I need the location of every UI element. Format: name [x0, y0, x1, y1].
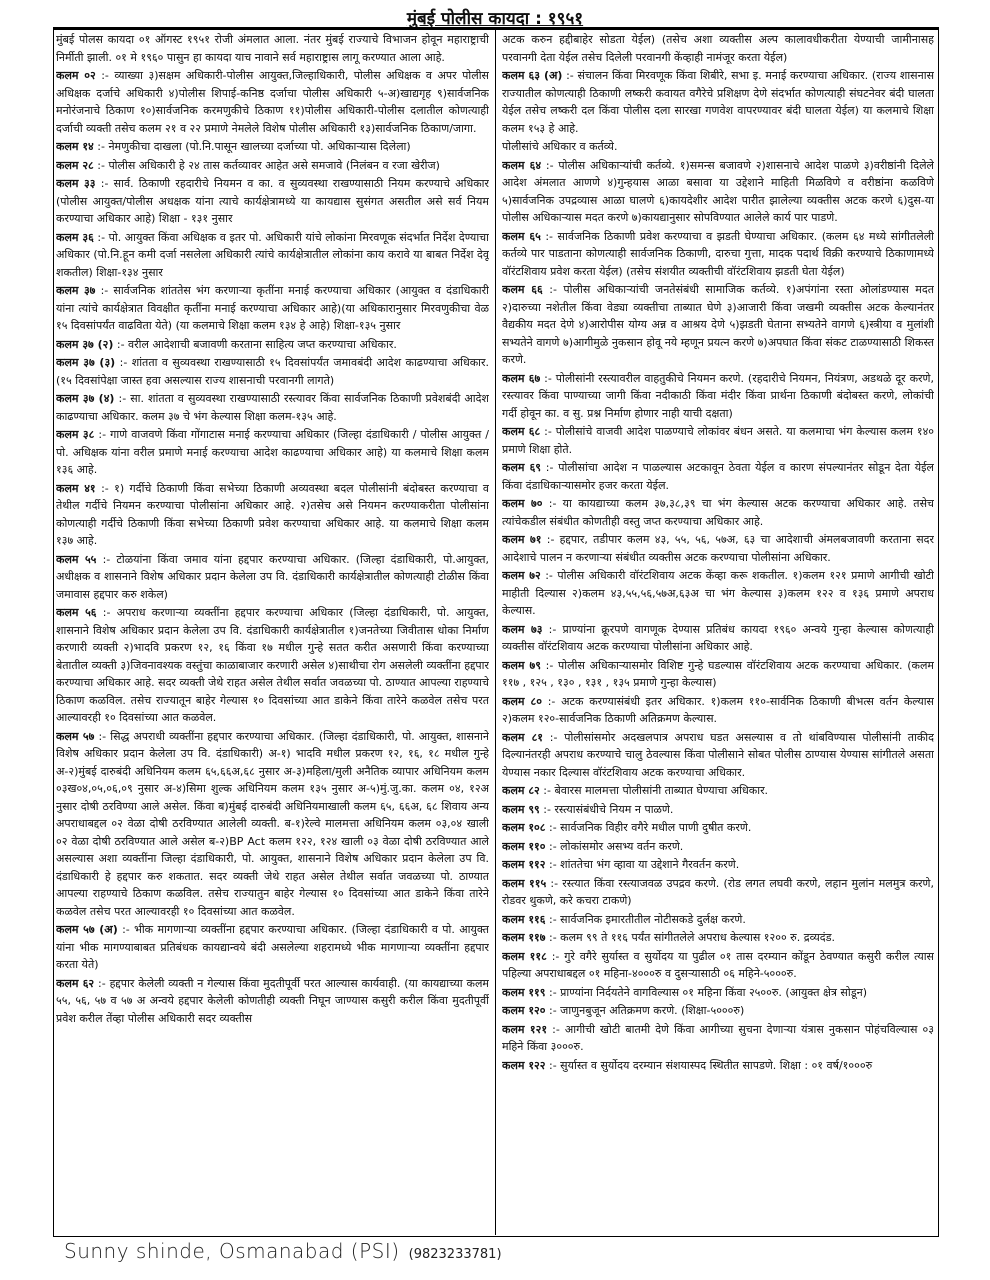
- section-entry: [56, 426, 489, 479]
- section-text: :- पो. आयुक्त किंवा अधिक्षक व इतर पो. अधिकारी यांचे लोकांना मिरवणूक संदर्भात निर्देश देण्याचा अधिकार (पो.नि.हून कमी दर्जा नसलेला अधिकारी त्यांचे कार्यक्षेत्रातील लोकांना काय करावे या बाबत निर्देश देवू शकतील) शिक्षा-१३४ नुसार: [56, 230, 489, 279]
- section-number: कलम ३७: [56, 284, 96, 297]
- page-title: [0, 6, 990, 29]
- section-text: :- पोलीस अधिकाऱ्यासमोर विशिष्ट गुन्हे घडल्यास वॉरंटशिवाय अटक करण्याचा अधिकार. (कलम ११७ , १२५ , १३० , १३१ , १३५ प्रमाणे गुन्हा केल्यास): [502, 658, 934, 689]
- section-number: कलम ८०: [502, 694, 542, 708]
- section-entry: [502, 856, 934, 874]
- section-entry: [502, 157, 934, 227]
- section-entry: [502, 1002, 934, 1020]
- section-number: कलम ६७: [502, 371, 541, 385]
- section-text: :- गाणे वाजवणे किंवा गोंगाटास मनाई करण्याचा अधिकार (जिल्हा दंडाधिकारी / पोलीस आयुक्त / पो. अधिक्षक यांना वरील प्रमाणे मनाई करण्याचा आदेश काढण्याचा अधिकार आहे) या कलमाचे शिक्षा कलम १३६ आहे.: [56, 428, 489, 476]
- section-entry: [502, 495, 934, 530]
- section-number: कलम ३८: [56, 428, 95, 441]
- section-text: :- गुरे वगैरे सुर्यास्त व सुर्योदय या पुढील ०१ तास दरम्यान कोंडून ठेवण्यात कसुरी करील त्यास पहिल्या अपराधाबद्दल ०१ महिना-४०००रु व दुसऱ्यासाठी ०६ महिने-५०००रु.: [502, 949, 934, 980]
- section-number: कलम ९९: [502, 802, 540, 816]
- section-text: :- हद्दपार केलेली व्यक्ती न गेल्यास किंवा मुदतीपूर्वी परत आल्यास कार्यवाही. (या कायद्याच्या कलम ५५, ५६, ५७ व ५७ अ अन्वये हद्दपार केलेली कोणतीही व्यक्ती निघून जाण्यास कसुरी करील किंवा मुदतीपूर्वी प्रवेश करील तेंव्हा पोलीस अधिकारी सदर व्यक्तीस: [56, 976, 489, 1025]
- section-text: :- पोलीस अधिकारी वॉरंटशिवाय अटक केंव्हा करू शकतील. १)कलम १२१ प्रमाणे आगीची खोटी माहीती दिल्यास २)कलम ४३,५५,५६,५७अ,६३अ चा भंग केल्यास ३)कलम १२२ व १३६ प्रमाणे अपराध केल्यास.: [502, 569, 934, 617]
- section-number: कलम ७३: [502, 622, 543, 636]
- section-number: कलम ५७ (अ): [56, 923, 118, 936]
- footer-author: Sunny shinde, Osmanabad (PSI): [64, 1239, 400, 1263]
- section-entry: [502, 782, 934, 800]
- section-entry: [502, 819, 934, 837]
- section-text: :- पोलीसांनी रस्त्यावरील वाहतुकीचे नियमन करणे. (रहदारीचे नियमन, नियंत्रण, अडथळे दूर करणे, रस्त्यावर किंवा पाण्याच्या जागी किंवा नदीकाठी किंवा मंदीर किंवा प्रार्थना ठिकाणी बंदोबस्त करणे, लोकांची गर्दी होवून का. व सु. प्रश्न निर्माण होणार नाही याची दक्षता): [502, 371, 934, 420]
- section-text: :- भीक मागणाऱ्या व्यक्तींना हद्दपार करण्याचा अधिकार. (जिल्हा दंडाधिकारी व पो. आयुक्त यांना भीक मागण्याबाबत प्रतिबंधक कायद्यान्वये बंदी असलेल्या शहरामध्ये भीक मागणाऱ्या व्यक्तींना हद्दपार करता येते): [56, 923, 489, 971]
- section-number: कलम २८: [56, 158, 94, 172]
- section-text: :- पोलीस अधिकारी हे २४ तास कर्तव्यावर आहेत असे समजावे (निलंबन व रजा खेरीज): [97, 158, 440, 172]
- section-text: :- प्राण्यांना निर्दयतेने वागविल्यास ०१ महिना किंवा २५००रु. (आयुक्त क्षेत्र सोडून): [548, 985, 867, 999]
- section-text: :- १) गर्दीचे ठिकाणी किंवा सभेच्या ठिकाणी अव्यवस्था बदल पोलीसांनी बंदोबस्त करण्याचा व तेथील गर्दीचे नियमन करण्याचा पोलीसांना अधिकार आहे. २)तसेच असे नियमन करण्याकरीता पोलीसांना कोणत्याही गर्दीचे ठिकाणी किंवा सभेच्या ठिकाणी प्रवेश करण्याचा अधिकार आहे. या कलमाचे शिक्षा कलम १३७ आहे.: [56, 481, 489, 547]
- section-number: कलम ५७: [56, 729, 95, 743]
- section-number: कलम ७२: [502, 569, 541, 582]
- section-text: :- सार्वजनिक शांततेस भंग करणाऱ्या कृतींना मनाई करण्याचा अधिकार (आयुक्त व दंडाधिकारी यांना त्यांचे कार्यक्षेत्रात विवक्षीत कृतींना मनाई करण्याचा अधिकार आहे)(या अधिकारानुसार मिरवणुकीचा वेळ १५ दिवसांपर्यंत वाढविता येते) (या कलमाचे शिक्षा कलम १३४ हे आहे) शिक्षा-१३५ नुसार: [56, 284, 489, 332]
- section-number: कलम ११८: [502, 949, 547, 963]
- section-number: कलम ०२: [56, 69, 96, 82]
- section-text: :- जाणुनबुजून अतिक्रमण करणे. (शिक्षा-५०००रु): [548, 1004, 745, 1017]
- section-entry: [502, 138, 934, 156]
- section-entry: [502, 838, 934, 856]
- section-entry: [502, 459, 934, 494]
- section-entry: [502, 31, 934, 66]
- section-number: कलम ७०: [502, 497, 543, 510]
- section-number: कलम ११७: [502, 931, 546, 944]
- section-number: कलम ३७ (४): [56, 392, 115, 405]
- section-entry: [502, 984, 934, 1002]
- section-text: :- सार्व. ठिकाणी रहदारीचे नियमन व का. व सुव्यवस्था राखण्यासाठी नियम करण्याचे अधिकार (पोलीस आयुक्त/पोलीस अधक्षक यांना त्याचे कार्यक्षेत्रामध्ये या कायद्यास सुसंगत असतील असे सर्व नियम करण्याचा अधिकार आहे) शिक्षा - १३१ नुसार: [56, 177, 489, 225]
- section-number: कलम ११५: [502, 876, 547, 890]
- section-text: मुंबई पोलस कायदा ०१ ऑगस्ट १९५१ रोजी अंमलात आला. नंतर मुंबई राज्याचे विभाजन होवून महाराष्ट्राची निर्मीती झाली. ०१ मे १९६० पासुन हा कायदा याच नावाने सर्व महाराष्ट्रास लागू करण्यात आला आहे.: [56, 33, 489, 64]
- section-entry: [502, 423, 934, 458]
- section-number: कलम ३७ (२): [56, 337, 114, 351]
- section-entry: [56, 354, 489, 389]
- section-number: कलम १४: [56, 140, 94, 153]
- section-entry: [502, 370, 934, 423]
- section-number: कलम ४१: [56, 481, 96, 495]
- section-text: :- शांतता व सुव्यवस्था राखण्यासाठी १५ दिवसांपर्यंत जमावबंदी आदेश काढण्याचा अधिकार. (१५ दिवसांपेक्षा जास्त हवा असल्यास राज्य शासनाची परवानगी लागते): [56, 356, 489, 387]
- section-text: :- आगीची खोटी बातमी देणे किंवा आगीच्या सुचना देणाऱ्या यंत्रास नुकसान पोहंचविल्यास ०३ महिने किंवा ३०००रु.: [502, 1022, 934, 1053]
- section-text: :- बेवारस मालमत्ता पोलीसांनी ताब्यात घेण्याचा अधिकार.: [543, 784, 769, 797]
- section-entry: [502, 1021, 934, 1056]
- section-text: :- सिद्ध अपराधी व्यक्तींना हद्दपार करण्याचा अधिकार. (जिल्हा दंडाधिकारी, पो. आयुक्त, शासनाने विशेष अधिकार प्रदान केलेला उप वि. दंडाधिकारी) अ-१) भादवि मधील प्रकरण १२, १६, १८ मधील गुन्हे अ-२)मुंबई दारुबंदी अधिनियम कलम ६५,६६अ,६८ नुसार अ-३)महिला/मुली अनैतिक व्यापार अधिनियम कलम ०३ख०४,०५,०६,०९ नुसार अ-४)सिमा शुल्क अधिनियम कलम १३५ नुसार अ-५)मुं.जु.का. कलम ०४, १२अ नुसार दोषी ठरविण्या आले असेल. किंवा ब)मुंबई दारुबंदी अधिनियमाखाली कलम ६५, ६६अ, ६८ शिवाय अन्य अपराधाबद्दल ०२ वेळा दोषी ठरविण्यात आलेली व्यक्ती. ब-१)रेल्वे मालमत्ता अधिनियम कलम ०३,०४ खाली ०२ वेळा दोषी ठरविण्यात आले असेल ब-२)BP Act कलम १२२, १२४ खाली ०३ वेळा दोषी ठरविण्यात आले असल्यास अशा व्यक्तींना जिल्हा दंडाधिकारी, पो. आयुक्त, शासनाने विशेष अधिकार प्रदान केलेला उप वि. दंडाधिकारी हे हद्दपार करु शकतात. सदर व्यक्ती जेथे राहत असेल तेथील सर्वात जवळच्या पो. ठाण्यात आपल्या राहण्याचे ठिकाण कळविल. तसेच राज्यातुन बाहेर गेल्यास १० दिवसांच्या आत डाकेने किंवा तारेने कळवेल तसेच परत आल्यावरही १० दिवसांच्या आत कळवेल.: [56, 729, 489, 918]
- section-entry: [502, 281, 934, 369]
- section-entry: [56, 390, 489, 425]
- section-entry: [56, 728, 489, 921]
- section-number: कलम १२२: [502, 1058, 546, 1072]
- footer: [64, 1239, 964, 1263]
- column-divider: [495, 30, 496, 1235]
- section-number: कलम ६२: [56, 976, 95, 990]
- section-entry: [56, 175, 489, 228]
- section-entry: [56, 229, 489, 282]
- section-text: :- रस्त्यात किंवा रस्त्याजवळ उपद्रव करणे. (रोड लगत लघवी करणे, लहान मुलांन मलमुत्र करणे, रोडवर थुकणे, करे कचरा टाकणे): [502, 876, 934, 907]
- section-text: :- पोलीस अधिकाऱ्यांची कर्तव्ये. १)समन्स बजावणे २)शासनाचे आदेश पाळणे ३)वरीष्ठांनी दिलेले आदेश अंमलात आणणे ४)गुन्हयास आळा बसावा या उद्देशाने माहिती मिळविणे व वरीष्ठांना कळविणे ५)सार्वजनिक उपद्रव्यास आळा घालणे ६)कायदेशीर आदेश पारीत झालेल्या व्यक्तीस अटक करणे ६)दुस-या पोलीस अधिकाऱ्यास मदत करणे ७)कायद्यानुसार सोपविण्यात आलेले कार्य पार पाडणे.: [502, 158, 934, 224]
- section-entry: [502, 67, 934, 137]
- section-entry: [502, 1057, 934, 1075]
- section-entry: [56, 551, 489, 604]
- section-text: :- सार्वजनिक इमारतीतील नोटीसकडे दुर्लक्ष करणे.: [548, 912, 746, 926]
- section-entry: [56, 921, 489, 974]
- section-text: पोलीसांचे अधिकार व कर्तव्ये.: [502, 140, 618, 153]
- section-text: :- शांततेचा भंग व्हावा या उद्देशाने गैरवर्तन करणे.: [548, 858, 740, 871]
- section-text: :- पोलीसांसमोर अदखलपात्र अपराध घडत असल्यास व तो थांबविण्यास पोलीसांनी ताकीद दिल्यानंतरही अपराध करण्याचे चालु ठेवल्यास किंवा पोलीसाने सोबत पोलीस ठाण्यास येण्यास सांगीतले असता येण्यास नकार दिल्यास वॉरंटशिवाय अटक करण्याचा अधिकार.: [502, 730, 934, 779]
- section-text: :- संचालन किंवा मिरवणूक किंवा शिबीरे, सभा इ. मनाई करण्याचा अधिकार. (राज्य शासनास राज्यातील कोणत्याही ठिकाणी लष्करी कवायत वगैरेचे प्रशिक्षण देणे संदर्भात कोणत्याही संघटनेवर बंदी घालता येईल तसेच लष्करी दल किंवा पोलीस दला सारखा गणवेश वापरण्यावर बंदी घालता येईल) या कलमाचे शिक्षा कलम १५३ हे आहे.: [502, 69, 934, 135]
- section-number: कलम १२०: [502, 1004, 546, 1017]
- section-number: कलम ११९: [502, 985, 546, 999]
- section-text: :- पोलीस अधिकाऱ्यांची जनतेसंबंधी सामाजिक कर्तव्ये. १)अपंगांना रस्ता ओलांडण्यास मदत २)दारुच्या नशेतील किंवा वेड्या व्यक्तीचा ताब्यात घेणे ३)आजारी किंवा जखमी व्यक्तीस अटक केल्यानंतर वैद्यकीय मदत देणे ४)आरोपीस योग्य अन्न व आश्रय देणे ५)झडती घेताना सभ्यतेने वागणे ६)स्त्रीया व मुलांशी सभ्यतेने वागणे ७)आगीमुळे नुकसान होवू नये म्हणून प्रयत्न करणे ७)अपघात किंवा संकट टाळण्यासाठी शिकस्त करणे.: [502, 283, 934, 366]
- footer-phone: (9823233781): [408, 1247, 502, 1262]
- section-text: :- पोलीसांचा आदेश न पाळल्यास अटकावून ठेवता येईल व कारण संपल्यानंतर सोडून देता येईल किंवा दंडाधिकाऱ्यासमोर हजर करता येईल.: [502, 461, 934, 492]
- section-text: :- पोलीसांचे वाजवी आदेश पाळण्याचे लोकांवर बंधन असते. या कलमाचा भंग केल्यास कलम १४० प्रमाणे शिक्षा होते.: [502, 425, 934, 456]
- section-entry: [502, 801, 934, 819]
- section-text: :- हद्दपार, तडीपार कलम ४३, ५५, ५६, ५७अ, ६३ चा आदेशाची अंमलबजावणी करताना सदर आदेशाचे पालन न करणाऱ्या संबंधीत व्यक्तीस अटक करण्याचा पोलीसांना अधिकार.: [502, 533, 934, 564]
- section-text: :- सुर्यास्त व सुर्योदय दरम्यान संशयास्पद स्थितीत सापडणे. शिक्षा : ०१ वर्ष/१०००रु: [548, 1058, 873, 1072]
- section-number: कलम ३७ (३): [56, 356, 116, 369]
- section-entry: [56, 604, 489, 727]
- section-entry: [56, 138, 489, 156]
- section-number: कलम ११०: [502, 839, 546, 853]
- section-text: :- वरील आदेशाची बजावणी करताना साहित्य जप्त करण्याचा अधिकार.: [116, 337, 397, 351]
- section-number: कलम ११२: [502, 858, 546, 871]
- section-text: :- प्राण्यांना क्रूरपणे वागणूक देण्यास प्रतिबंध कायदा १९६० अन्वये गुन्हा केल्यास कोणत्याही व्यक्तीस वॉरंटशिवाय अटक करण्याचा पोलीसांना अधिकार आहे.: [502, 622, 934, 653]
- section-entry: [502, 911, 934, 929]
- section-entry: [502, 729, 934, 782]
- section-number: कलम ७१: [502, 533, 542, 546]
- section-text: :- सा. शांतता व सुव्यवस्था राखण्यासाठी रस्त्यावर किंवा सार्वजनिक ठिकाणी प्रवेशबंदी आदेश काढण्याचा अधिकार. कलम ३७ चे भंग केल्यास शिक्षा कलम-१३५ आहे.: [56, 392, 489, 423]
- page-title-text: मुंबई पोलीस कायदा : १९५१: [406, 9, 584, 29]
- section-number: कलम ५६: [56, 606, 97, 619]
- section-number: कलम ६४: [502, 158, 542, 172]
- section-number: कलम ५५: [56, 552, 97, 566]
- section-entry: [502, 657, 934, 692]
- section-entry: [56, 480, 489, 550]
- section-number: कलम ६५: [502, 229, 541, 243]
- section-number: कलम १२१: [502, 1022, 548, 1036]
- section-entry: [502, 531, 934, 566]
- section-text: :- सार्वजनिक विहीर वगैरे मधील पाणी दुषीत करणे.: [548, 821, 752, 834]
- section-entry: [502, 875, 934, 910]
- section-entry: [56, 975, 489, 1028]
- section-text: :- कलम ९९ ते ११६ पर्यंत सांगीतलेले अपराध केल्यास १२०० रु. द्रव्यदंड.: [548, 931, 835, 944]
- section-text: :- टोळयांना किंवा जमाव यांना हद्दपार करण्याचा अधिकार. (जिल्हा दंडाधिकारी, पो.आयुक्त, अधीक्षक व शासनाने विशेष अधिकार प्रदान केलेला उप वि. दंडाधिकारी कार्यक्षेत्रातील कोणत्याही टोळीस किंवा जमावास हद्दपार करु शकेल): [56, 552, 489, 601]
- section-number: कलम ७९: [502, 658, 541, 672]
- section-number: कलम ८१: [502, 730, 544, 744]
- section-number: कलम ६८: [502, 425, 541, 438]
- section-number: कलम १०८: [502, 821, 546, 834]
- section-number: कलम ११६: [502, 912, 546, 926]
- section-text: :- नेमणुकीचा दाखला (पो.नि.पासून खालच्या दर्जाच्या पो. अधिकाऱ्यास दिलेला): [97, 140, 411, 153]
- section-entry: [56, 157, 489, 175]
- section-text: :- अटक करण्यासंबंधी इतर अधिकार. १)कलम ११०-सार्वनिक ठिकाणी बीभत्स वर्तन केल्यास २)कलम १२०-सार्वजनिक ठिकाणी अतिक्रमण केल्यास.: [502, 694, 934, 725]
- section-entry: [502, 567, 934, 620]
- section-number: कलम ६३ (अ): [502, 69, 563, 82]
- section-number: कलम ६९: [502, 461, 542, 474]
- section-entry: [56, 282, 489, 335]
- section-entry: [502, 228, 934, 281]
- section-number: कलम ६६: [502, 283, 543, 296]
- section-text: :- अपराध करणाऱ्या व्यक्तींना हद्दपार करण्याचा अधिकार (जिल्हा दंडाधिकारी, पो. आयुक्त, शासनाने विशेष अधिकार प्रदान केलेला उप वि. दंडाधिकारी कार्यक्षेत्रातील १)जनतेच्या जिवीतास धोका निर्माण करणारी व्यक्ती २)भादवि प्रकरण १२, १६ किंवा १७ मधील गुन्हे सतत करीत असणारी किंवा करण्याच्या बेतातील व्यक्ती ३)जिवनावश्यक वस्तुंचा काळाबाजार करणारी असेल ४)साथीचा रोग असलेली व्यक्तींना हद्दपार करण्याचा अधिकार आहे. सदर व्यक्ती जेथे राहत असेल तेथील सर्वात जवळच्या पो. ठाण्यात आपल्या राहण्याचे ठिकाण कळविल. तसेच राज्यातून बाहेर गेल्यास १० दिवसांच्या आत डाकेने किंवा तारेने कळवेल तसेच परत आल्यावरही १० दिवसांच्या आत कळवेल.: [56, 606, 489, 724]
- section-text: :- सार्वजनिक ठिकाणी प्रवेश करण्याचा व झडती घेण्याचा अधिकार. (कलम ६४ मध्ये सांगीतलेली कर्तव्ये पार पाडताना कोणत्याही सार्वजनिक ठिकाणी, दारुचा गुत्ता, मादक पदार्थ विक्री करण्याचे ठिकाणामध्ये वॉरंटशिवाय प्रवेश करता येईल) (तसेच संशयीत व्यक्तीची वॉरंटशिवाय झडती घेता येईल): [502, 229, 934, 278]
- section-entry: [502, 693, 934, 728]
- section-text: :- रस्त्यासंबंधीचे नियम न पाळणे.: [543, 802, 674, 816]
- section-text: :- लोकांसमोर असभ्य वर्तन करणे.: [548, 839, 684, 853]
- section-entry: [502, 948, 934, 983]
- section-entry: [56, 31, 489, 66]
- section-text: :- व्याख्या ३)सक्षम अधिकारी-पोलीस आयुक्त,जिल्हाधिकारी, पोलीस अधिक्षक व अपर पोलीस अधिक्षक दर्जाचे अधिकारी ४)पोलीस शिपाई-कनिष्ठ दर्जाचा पोलीस अधिकारी ५-अ)खाद्यगृह ९)सार्वजनिक मनोरंजनाचे ठिकाण १०)सार्वजनिक करमणुकीचे ठिकाण ११)पोलीस अधिकारी-पोलीस दलातील कोणत्याही दर्जाची व्यक्ती तसेच कलम २१ व २२ प्रमाणे नेमलेले विशेष पोलीस अधिकारी १३)सार्वजनिक ठिकाण/जागा.: [56, 69, 489, 135]
- section-entry: [56, 336, 489, 354]
- section-number: कलम ३६: [56, 230, 94, 244]
- section-number: कलम ८२: [502, 784, 540, 797]
- section-entry: [502, 929, 934, 947]
- section-number: कलम ३३: [56, 177, 96, 190]
- right-column: [502, 31, 934, 1236]
- section-text: अटक करुन हद्दीबाहेर सोडता येईल) (तसेच अशा व्यक्तीस अल्प कालावधीकरीता येण्याची जामीनासह परवानगी देता येईल तसेच दिलेली परवानगी केंव्हाही नामंजूर करता येईल): [502, 33, 934, 64]
- section-entry: [56, 67, 489, 137]
- top-rule: [54, 28, 938, 30]
- left-column: [56, 31, 489, 1236]
- section-entry: [502, 621, 934, 656]
- section-text: :- या कायद्याच्या कलम ३७,३८,३९ चा भंग केल्यास अटक करण्याचा अधिकार आहे. तसेच त्यांचेकडील संबंधीत कोणतीही वस्तु जप्त करण्याचा अधिकार आहे.: [502, 497, 934, 528]
